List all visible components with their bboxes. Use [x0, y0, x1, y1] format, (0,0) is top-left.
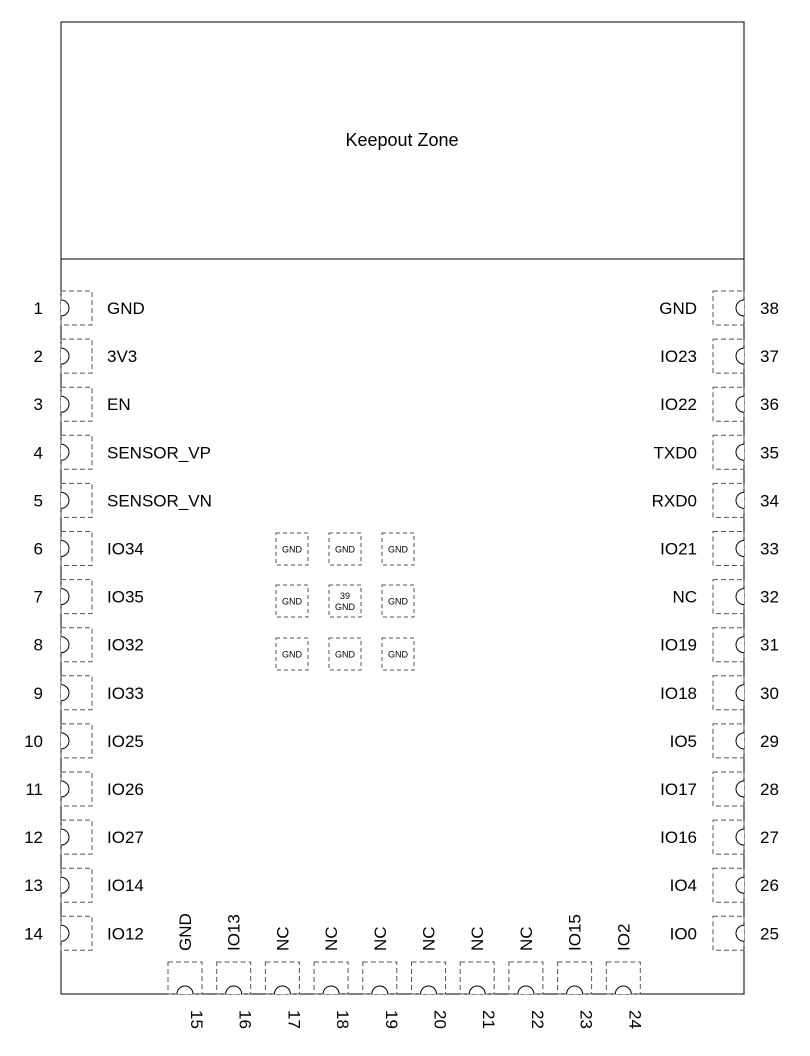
left-pin-5 [34, 483, 212, 517]
castellation-notch [567, 986, 583, 994]
center-pad [329, 638, 361, 670]
left-pin-13 [24, 868, 144, 902]
pin-name: IO17 [660, 780, 697, 799]
left-pin-1 [34, 291, 145, 325]
pin-name: GND [107, 299, 145, 318]
pad-label: GND [282, 544, 302, 555]
castellation-notch [226, 986, 242, 994]
pin-number: 13 [24, 876, 43, 896]
castellation-notch [518, 986, 534, 994]
pin-name: IO27 [107, 828, 144, 848]
right-pin-29 [670, 724, 779, 758]
pad-number: 39 [339, 591, 351, 601]
right-pin-38 [659, 291, 779, 325]
left-pin-8 [34, 628, 144, 662]
center-pad [382, 638, 414, 670]
left-pin-10 [24, 724, 144, 758]
center-pad-39 [329, 585, 361, 617]
castellation-notch [469, 986, 485, 994]
pin-name: 3V3 [107, 347, 138, 367]
castellation-notch [736, 829, 744, 845]
right-pin-25 [670, 916, 779, 950]
pin-name: IO19 [660, 635, 697, 655]
pin-name: IO13 [224, 914, 244, 951]
bottom-pin-15 [168, 913, 206, 1029]
pin-name: EN [107, 395, 131, 415]
castellation-notch [61, 781, 69, 797]
bottom-pin-24 [606, 924, 644, 1029]
castellation-notch [736, 492, 744, 508]
pin-number: 33 [760, 539, 779, 559]
gnd-pad-outline [329, 585, 361, 617]
right-pin-36 [660, 387, 779, 421]
right-pin-35 [654, 435, 779, 469]
pin-name: NC [419, 926, 439, 951]
left-pin-4 [34, 435, 211, 469]
bottom-pin-16 [217, 914, 255, 1029]
pad-label: GND [388, 544, 408, 555]
right-pin-26 [670, 868, 779, 902]
pin-name: IO26 [107, 780, 144, 799]
center-pad [329, 533, 361, 565]
right-pin-27 [660, 820, 779, 854]
pin-number: 30 [760, 683, 779, 703]
pin-number: 10 [24, 731, 43, 751]
pad-label: GND [335, 649, 355, 660]
pin-number: 29 [760, 731, 779, 751]
pin-name: GND [659, 299, 697, 318]
castellation-notch [736, 541, 744, 557]
castellation-notch [736, 781, 744, 797]
pad-label: GND [282, 596, 302, 607]
castellation-notch [61, 444, 69, 460]
castellation-notch [61, 877, 69, 893]
bottom-pin-18 [314, 926, 352, 1028]
center-pad [382, 585, 414, 617]
castellation-notch [736, 733, 744, 749]
pin-number: 32 [760, 587, 779, 607]
keepout-zone-label: Keepout Zone [345, 130, 459, 150]
castellation-notch [61, 348, 69, 364]
center-pad [382, 533, 414, 565]
pin-name: NC [468, 926, 488, 951]
pin-name: IO15 [565, 914, 585, 951]
castellation-notch [736, 300, 744, 316]
bottom-pin-22 [509, 926, 547, 1028]
center-pad [276, 585, 308, 617]
left-pin-12 [24, 820, 144, 854]
pin-number: 7 [33, 587, 43, 607]
pin-number: 16 [235, 1010, 255, 1029]
pin-number: 28 [760, 780, 779, 799]
pad-label: GND [335, 602, 355, 612]
pin-name: IO35 [107, 587, 144, 607]
left-pin-9 [34, 676, 144, 710]
pin-number: 4 [33, 443, 43, 463]
pin-number: 18 [333, 1010, 353, 1029]
right-pin-30 [660, 676, 779, 710]
castellation-notch [61, 589, 69, 605]
left-pin-2 [34, 339, 138, 373]
bottom-pin-21 [460, 926, 498, 1028]
pin-name: NC [672, 587, 697, 607]
pin-name: NC [516, 926, 536, 951]
left-pin-14 [24, 916, 144, 950]
castellation-notch [736, 925, 744, 941]
pin-name: IO23 [660, 347, 697, 367]
pin-number: 25 [760, 924, 779, 944]
pin-number: 31 [760, 635, 779, 655]
castellation-notch [323, 986, 339, 994]
pin-name: TXD0 [653, 443, 697, 463]
castellation-notch [736, 685, 744, 701]
pin-name: RXD0 [651, 491, 697, 511]
right-pin-32 [672, 580, 778, 614]
pin-name: GND [176, 913, 195, 951]
pin-name: IO25 [107, 731, 144, 751]
castellation-notch [61, 396, 69, 412]
pin-number: 14 [24, 924, 43, 944]
castellation-notch [421, 986, 437, 994]
pin-name: NC [273, 926, 293, 951]
pin-number: 19 [381, 1010, 401, 1029]
right-pin-33 [660, 532, 779, 566]
castellation-notch [61, 637, 69, 653]
pin-name: IO32 [107, 635, 144, 655]
pin-name: IO21 [660, 539, 697, 559]
castellation-notch [736, 877, 744, 893]
pin-number: 34 [760, 491, 779, 511]
pin-number: 3 [33, 395, 43, 415]
pin-number: 38 [760, 299, 779, 318]
pad-label: GND [388, 596, 408, 607]
pin-name: IO5 [669, 731, 697, 751]
pin-number: 24 [625, 1010, 645, 1029]
pin-number: 17 [284, 1010, 304, 1029]
castellation-notch [736, 396, 744, 412]
pin-name: NC [322, 926, 342, 951]
pin-number: 2 [33, 347, 43, 367]
pin-number: 9 [33, 683, 43, 703]
right-pin-31 [660, 628, 779, 662]
center-pad [276, 533, 308, 565]
pin-name: IO34 [107, 539, 144, 559]
castellation-notch [372, 986, 388, 994]
castellation-notch [177, 986, 193, 994]
castellation-notch [274, 986, 290, 994]
pin-name: IO12 [107, 924, 144, 944]
castellation-notch [736, 348, 744, 364]
pin-name: SENSOR_VP [107, 443, 211, 463]
pin-number: 15 [187, 1010, 206, 1029]
left-pin-11 [25, 772, 144, 806]
left-pin-7 [34, 580, 144, 614]
pins-layer [24, 291, 779, 1029]
pin-name: IO2 [614, 923, 634, 951]
pin-number: 27 [760, 828, 779, 848]
castellation-notch [61, 733, 69, 749]
pin-number: 35 [760, 443, 779, 463]
pin-number: 21 [479, 1010, 499, 1029]
castellation-notch [61, 829, 69, 845]
pin-name: IO0 [669, 924, 697, 944]
pin-number: 36 [760, 395, 779, 415]
pin-number: 26 [760, 876, 779, 896]
pad-label: GND [282, 649, 302, 660]
pin-number: 37 [760, 347, 779, 367]
castellation-notch [736, 637, 744, 653]
castellation-notch [61, 541, 69, 557]
castellation-notch [61, 925, 69, 941]
pin-number: 1 [33, 299, 43, 318]
pin-name: IO4 [669, 876, 697, 896]
right-pin-28 [660, 772, 779, 806]
left-pin-3 [34, 387, 131, 421]
pin-number: 20 [430, 1010, 450, 1029]
bottom-pin-17 [265, 926, 303, 1028]
pin-name: SENSOR_VN [107, 491, 212, 511]
pin-name: IO16 [660, 828, 697, 848]
pin-name: NC [370, 926, 390, 951]
pin-number: 23 [576, 1010, 596, 1029]
center-pads-layer [276, 533, 414, 670]
pin-number: 5 [33, 491, 43, 511]
castellation-notch [736, 589, 744, 605]
pin-name: IO33 [107, 683, 144, 703]
pin-number: 11 [25, 780, 43, 799]
pin-number: 22 [527, 1010, 547, 1029]
pin-name: IO22 [660, 395, 697, 415]
pad-label: GND [388, 649, 408, 660]
pin-number: 12 [24, 828, 43, 848]
right-pin-34 [652, 483, 779, 517]
castellation-notch [736, 444, 744, 460]
pad-label: GND [335, 544, 355, 555]
castellation-notch [615, 986, 631, 994]
bottom-pin-19 [363, 926, 401, 1028]
bottom-pin-20 [412, 926, 450, 1028]
bottom-pin-23 [558, 914, 596, 1029]
center-pad [276, 638, 308, 670]
pin-number: 6 [33, 539, 43, 559]
pin-name: IO14 [107, 876, 144, 896]
pin-number: 8 [33, 635, 43, 655]
castellation-notch [61, 300, 69, 316]
right-pin-37 [660, 339, 779, 373]
castellation-notch [61, 492, 69, 508]
pin-name: IO18 [660, 683, 697, 703]
left-pin-6 [34, 532, 144, 566]
castellation-notch [61, 685, 69, 701]
